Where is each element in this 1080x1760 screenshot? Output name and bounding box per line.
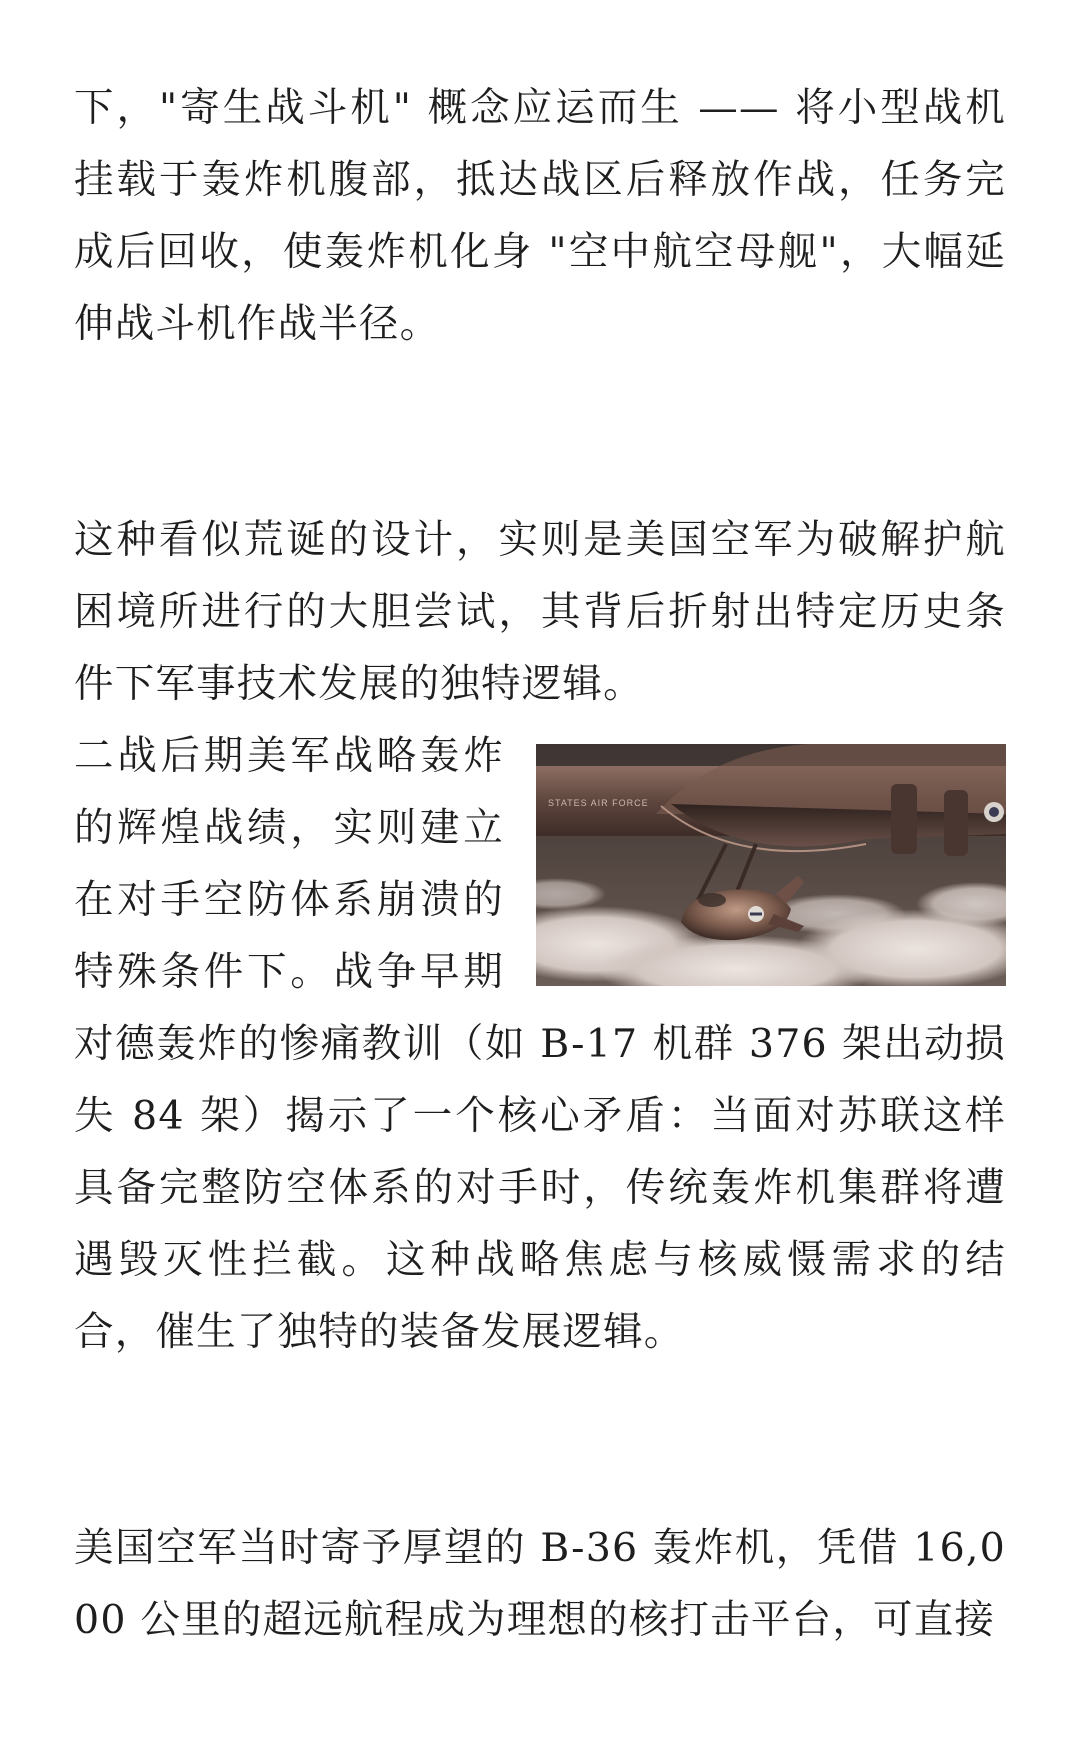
parasite-fighter-image: [536, 744, 1006, 986]
fuselage-marking: STATES AIR FORCE: [548, 798, 649, 808]
article-body: [74, 72, 1006, 1656]
paragraph: 下，"寄生战斗机" 概念应运而生 —— 将小型战机挂载于轰炸机腹部，抵达战区后释放作战，任务完成后回收，使轰炸机化身 "空中航空母舰"，大幅延伸战斗机作战半径。: [74, 85, 1006, 347]
paragraph: 这种看似荒诞的设计，实则是美国空军为破解护航困境所进行的大胆尝试，其背后折射出特定历史条件下军事技术发展的独特逻辑。: [74, 517, 1006, 707]
paragraph: 美国空军当时寄予厚望的 B-36 轰炸机，凭借 16,000 公里的超远航程成为理想的核打击平台，可直接: [74, 1525, 1006, 1643]
paragraph-with-image: [74, 720, 1006, 1368]
paragraph: 二战后期美军战略轰炸的辉煌战绩，实则建立在对手空防体系崩溃的特殊条件下。战争早期对德轰炸的惨痛教训（如 B-17 机群 376 架出动损失 84 架）揭示了一个核心矛盾：当面对苏联这样具备完整防空体系的对手时，传统轰炸机集群将遭遇毁灭性拦截。这种战略焦虑与核威慑需求的结合，催生了独特的装备发展逻辑。: [74, 733, 1006, 1355]
